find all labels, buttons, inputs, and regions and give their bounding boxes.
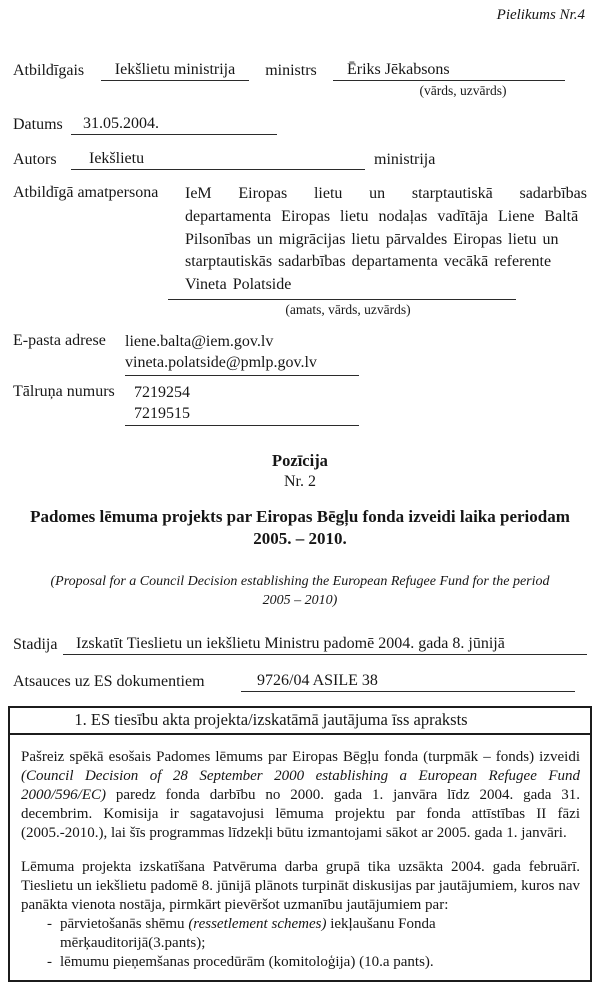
phone-value-1: 7219254 bbox=[134, 383, 190, 401]
phone-label: Tālruņa numurs bbox=[13, 382, 115, 400]
date-value: 31.05.2004. bbox=[71, 114, 277, 135]
author-suffix: ministrija bbox=[374, 151, 436, 169]
references-label: Atsauces uz ES dokumentiem bbox=[13, 672, 205, 690]
responsible-minister-label: ministrs bbox=[265, 62, 317, 79]
li1-italic-term: (ressetlement schemes) bbox=[188, 915, 327, 932]
field-responsible bbox=[13, 60, 587, 81]
p1-text-2: paredz fonda darbību no 2000. gada 1. janvāra līdz 2004. gada 31. decembrim. Komisija ir sagatavojusi lēmuma projektu par fonda attīstības II fāzi (2005.-2010.), lai šīs programmas līdzekļi būtu izmantojami sākot ar 2005. gada 1. janvāri. bbox=[21, 786, 580, 841]
section-1-paragraph-1 bbox=[21, 748, 580, 843]
field-official bbox=[13, 183, 587, 297]
bullet-dash: - bbox=[47, 953, 52, 970]
author-value: Iekšlietu bbox=[71, 149, 365, 170]
phone-values bbox=[125, 382, 359, 427]
position-subtitle-english: (Proposal for a Council Decision establishing the European Refugee Fund for the period 2005 – 2010) bbox=[50, 573, 550, 608]
email-value-2: vineta.polatside@pmlp.gov.lv bbox=[125, 354, 317, 372]
author-label: Autors bbox=[13, 151, 57, 169]
bullet-dash: - bbox=[47, 915, 52, 932]
section-1-box bbox=[8, 706, 592, 982]
responsible-minister-name: Ēriks Jēkabsons bbox=[333, 60, 565, 81]
p1-text-1: Pašreiz spēkā esošais Padomes lēmums par Eiropas Bēgļu fonda (turpmāk – fonds) izveidi bbox=[21, 748, 580, 765]
email-value-1: liene.balta@iem.gov.lv bbox=[125, 332, 274, 350]
responsible-ministry-value: Iekšlietu ministrija bbox=[101, 60, 249, 81]
section-1-header: 1. ES tiesību akta projekta/izskatāmā jautājuma īss apraksts bbox=[10, 708, 590, 735]
position-name-surname-caption: (amats, vārds, uzvārds) bbox=[285, 301, 411, 317]
li1-text-1: pārvietošanās shēmu bbox=[60, 915, 189, 932]
field-stage bbox=[13, 634, 587, 655]
li1-text-2: iekļaušanu Fonda mērķauditorijā(3.pants); bbox=[60, 915, 436, 951]
position-number: Nr. 2 bbox=[284, 473, 316, 491]
references-value: 9726/04 ASILE 38 bbox=[241, 671, 575, 692]
list-item-1 bbox=[21, 915, 580, 953]
official-value bbox=[185, 183, 587, 297]
field-references bbox=[13, 671, 587, 692]
email-label: E-pasta adrese bbox=[13, 331, 106, 349]
list-item-1-text bbox=[60, 915, 580, 953]
list-item-2-text: lēmumu pieņemšanas procedūrām (komitoloģija) (10.a pants). bbox=[60, 953, 434, 970]
annex-label: Pielikums Nr.4 bbox=[496, 7, 585, 23]
position-title: Padomes lēmuma projekts par Eiropas Bēgļu fonda izveidi laika periodam 2005. – 2010. bbox=[30, 507, 570, 549]
official-label: Atbildīgā amatpersona bbox=[13, 184, 159, 202]
field-phone bbox=[13, 382, 587, 427]
section-1-body bbox=[10, 735, 590, 980]
position-heading: Pozīcija bbox=[272, 451, 328, 471]
p1-italic-citation: (Council Decision of 28 September 2000 establishing a European Refugee Fund 2000/596/EC) bbox=[21, 767, 580, 803]
date-label: Datums bbox=[13, 116, 63, 134]
name-surname-caption: (vārds, uzvārds) bbox=[419, 83, 507, 98]
field-date bbox=[13, 114, 587, 135]
field-email bbox=[13, 331, 587, 376]
section-1-paragraph-2: Lēmuma projekta izskatīšana Patvēruma darba grupā tika uzsākta 2004. gada februārī. Tieslietu un iekšlietu padomē 8. jūnijā plānots turpināt diskusijas par jautājumiem, kuros nav panākta vienota nostāja, pirmkārt pievēršot uzmanību jautājumiem par: bbox=[21, 858, 580, 913]
email-values bbox=[125, 331, 359, 376]
list-item-2 bbox=[21, 953, 580, 972]
position-section bbox=[13, 451, 587, 611]
responsible-label: Atbildīgais bbox=[13, 62, 85, 79]
phone-value-2: 7219515 bbox=[134, 404, 190, 422]
field-author bbox=[13, 149, 587, 170]
official-value-line1: IeM Eiropas lietu un starptautiskā sadarbības departamenta Eiropas lietu nodaļas vadītāja Liene Baltā bbox=[185, 185, 587, 225]
official-underline bbox=[168, 299, 516, 300]
stage-value: Izskatīt Tieslietu un iekšlietu Ministru padomē 2004. gada 8. jūnijā bbox=[63, 634, 587, 655]
official-value-line2: Pilsonības un migrācijas lietu pārvaldes Eiropas lietu un starptautiskās sadarbības departamenta vecākā referente Vineta Polatside bbox=[185, 230, 559, 294]
stage-label: Stadija bbox=[13, 635, 58, 653]
